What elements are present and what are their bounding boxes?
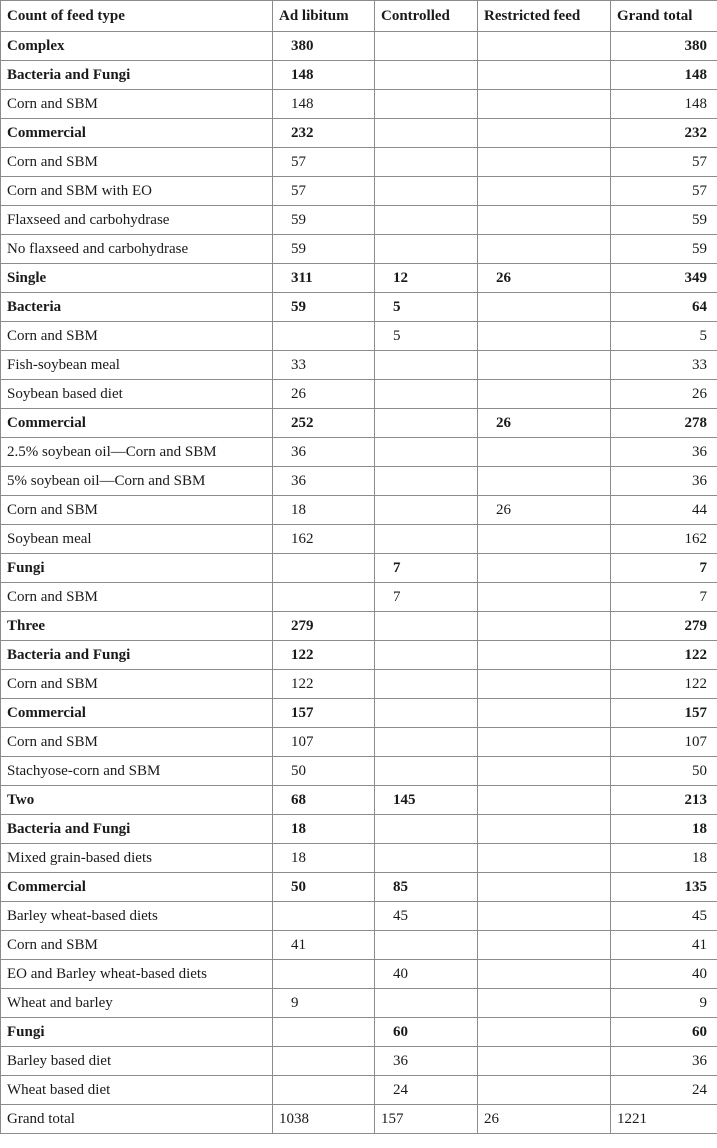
row-label: Bacteria and Fungi [1,61,273,90]
cell-controlled [375,351,478,380]
cell-grand-total: 122 [611,670,717,699]
row-label: Wheat based diet [1,1076,273,1105]
cell-grand-total: 135 [611,873,717,902]
cell-controlled [375,380,478,409]
table-row [1,844,717,873]
table-row [1,61,717,90]
table-row [1,119,717,148]
cell-grand-total: 232 [611,119,717,148]
cell-grand-total: 59 [611,206,717,235]
cell-grand-total: 7 [611,583,717,612]
cell-restricted-feed [478,467,611,496]
cell-grand-total: 60 [611,1018,717,1047]
cell-controlled: 145 [375,786,478,815]
row-label: Commercial [1,119,273,148]
cell-grand-total: 45 [611,902,717,931]
table-row [1,235,717,264]
table-row [1,728,717,757]
cell-ad-libitum: 18 [273,815,375,844]
cell-ad-libitum: 279 [273,612,375,641]
cell-grand-total: 7 [611,554,717,583]
cell-controlled [375,409,478,438]
cell-restricted-feed [478,148,611,177]
cell-controlled [375,815,478,844]
row-label: Mixed grain-based diets [1,844,273,873]
cell-grand-total: 64 [611,293,717,322]
cell-ad-libitum: 33 [273,351,375,380]
cell-grand-total: 41 [611,931,717,960]
table-body [1,32,717,1134]
table-row [1,612,717,641]
cell-restricted-feed: 26 [478,264,611,293]
cell-controlled [375,235,478,264]
cell-controlled [375,119,478,148]
cell-restricted-feed [478,1047,611,1076]
cell-ad-libitum: 311 [273,264,375,293]
cell-grand-total: 33 [611,351,717,380]
table-row [1,931,717,960]
cell-controlled [375,931,478,960]
cell-grand-total: 213 [611,786,717,815]
table-row [1,757,717,786]
cell-restricted-feed [478,873,611,902]
cell-ad-libitum: 59 [273,293,375,322]
cell-restricted-feed [478,438,611,467]
row-label: Corn and SBM [1,148,273,177]
table-row [1,873,717,902]
cell-ad-libitum: 50 [273,873,375,902]
cell-ad-libitum: 26 [273,380,375,409]
cell-controlled [375,989,478,1018]
cell-ad-libitum: 122 [273,641,375,670]
grand-total-restricted-feed: 26 [478,1105,611,1134]
cell-grand-total: 18 [611,844,717,873]
cell-restricted-feed [478,32,611,61]
cell-restricted-feed [478,786,611,815]
row-label: Fungi [1,554,273,583]
cell-controlled [375,728,478,757]
cell-restricted-feed [478,1018,611,1047]
cell-restricted-feed [478,670,611,699]
cell-controlled: 40 [375,960,478,989]
cell-ad-libitum [273,583,375,612]
cell-restricted-feed [478,61,611,90]
cell-grand-total: 278 [611,409,717,438]
cell-restricted-feed: 26 [478,409,611,438]
table-row [1,1076,717,1105]
cell-controlled: 7 [375,583,478,612]
cell-restricted-feed [478,293,611,322]
table-row [1,264,717,293]
cell-restricted-feed [478,351,611,380]
cell-grand-total: 148 [611,61,717,90]
cell-controlled: 5 [375,293,478,322]
cell-grand-total: 279 [611,612,717,641]
cell-ad-libitum [273,902,375,931]
table-row [1,786,717,815]
cell-grand-total: 40 [611,960,717,989]
cell-grand-total: 59 [611,235,717,264]
table-row [1,32,717,61]
row-label: Corn and SBM [1,322,273,351]
cell-controlled [375,32,478,61]
table-row [1,322,717,351]
cell-ad-libitum: 57 [273,177,375,206]
row-label: Soybean based diet [1,380,273,409]
cell-controlled [375,467,478,496]
table-row [1,380,717,409]
cell-ad-libitum: 50 [273,757,375,786]
header-ad-libitum: Ad libitum [273,1,375,32]
row-label: Corn and SBM [1,670,273,699]
grand-total-ad-libitum: 1038 [273,1105,375,1134]
cell-ad-libitum [273,1018,375,1047]
row-label: 5% soybean oil—Corn and SBM [1,467,273,496]
table-row [1,815,717,844]
cell-controlled [375,177,478,206]
table-row [1,177,717,206]
cell-restricted-feed [478,322,611,351]
cell-controlled [375,148,478,177]
cell-controlled: 36 [375,1047,478,1076]
header-controlled: Controlled [375,1,478,32]
table-row [1,467,717,496]
grand-total-overall: 1221 [611,1105,717,1134]
row-label: Fish-soybean meal [1,351,273,380]
table-row [1,641,717,670]
cell-restricted-feed [478,177,611,206]
cell-ad-libitum: 157 [273,699,375,728]
row-label: Bacteria and Fungi [1,815,273,844]
cell-grand-total: 157 [611,699,717,728]
row-label: Flaxseed and carbohydrase [1,206,273,235]
cell-grand-total: 162 [611,525,717,554]
cell-restricted-feed [478,815,611,844]
row-label: Corn and SBM [1,496,273,525]
cell-restricted-feed [478,90,611,119]
cell-grand-total: 9 [611,989,717,1018]
cell-ad-libitum: 59 [273,235,375,264]
grand-total-controlled: 157 [375,1105,478,1134]
cell-controlled [375,90,478,119]
row-label: Corn and SBM with EO [1,177,273,206]
table-row [1,409,717,438]
row-label: Corn and SBM [1,583,273,612]
cell-controlled: 60 [375,1018,478,1047]
cell-controlled: 5 [375,322,478,351]
cell-restricted-feed [478,699,611,728]
row-label: Commercial [1,873,273,902]
row-label: Corn and SBM [1,90,273,119]
cell-restricted-feed [478,641,611,670]
row-label: EO and Barley wheat-based diets [1,960,273,989]
table-row [1,496,717,525]
row-label: Commercial [1,699,273,728]
row-label: No flaxseed and carbohydrase [1,235,273,264]
cell-grand-total: 26 [611,380,717,409]
table-row [1,989,717,1018]
cell-grand-total: 148 [611,90,717,119]
cell-grand-total: 36 [611,438,717,467]
cell-ad-libitum: 57 [273,148,375,177]
row-label: Bacteria [1,293,273,322]
cell-grand-total: 107 [611,728,717,757]
row-label: Stachyose-corn and SBM [1,757,273,786]
cell-restricted-feed [478,235,611,264]
cell-grand-total: 36 [611,1047,717,1076]
cell-ad-libitum: 107 [273,728,375,757]
cell-restricted-feed [478,844,611,873]
cell-controlled [375,612,478,641]
cell-grand-total: 18 [611,815,717,844]
row-label: Corn and SBM [1,931,273,960]
cell-restricted-feed [478,902,611,931]
cell-controlled [375,699,478,728]
table-row [1,148,717,177]
cell-grand-total: 349 [611,264,717,293]
cell-grand-total: 122 [611,641,717,670]
table-row [1,699,717,728]
table-row [1,438,717,467]
cell-ad-libitum: 148 [273,90,375,119]
cell-controlled: 45 [375,902,478,931]
cell-controlled: 24 [375,1076,478,1105]
cell-ad-libitum: 232 [273,119,375,148]
cell-restricted-feed [478,989,611,1018]
cell-grand-total: 36 [611,467,717,496]
row-label: Two [1,786,273,815]
cell-ad-libitum: 252 [273,409,375,438]
row-label: Commercial [1,409,273,438]
row-label: Single [1,264,273,293]
table-row [1,583,717,612]
table-row [1,1018,717,1047]
cell-restricted-feed [478,1076,611,1105]
table-row [1,960,717,989]
cell-controlled [375,206,478,235]
cell-controlled [375,844,478,873]
row-label: Wheat and barley [1,989,273,1018]
row-label: Soybean meal [1,525,273,554]
cell-restricted-feed [478,757,611,786]
cell-ad-libitum [273,1047,375,1076]
cell-controlled [375,438,478,467]
cell-restricted-feed [478,583,611,612]
cell-restricted-feed [478,119,611,148]
cell-controlled: 85 [375,873,478,902]
cell-grand-total: 24 [611,1076,717,1105]
table-row [1,670,717,699]
row-label: Barley wheat-based diets [1,902,273,931]
cell-controlled [375,757,478,786]
cell-controlled [375,641,478,670]
row-label: Complex [1,32,273,61]
row-label: Barley based diet [1,1047,273,1076]
cell-grand-total: 44 [611,496,717,525]
cell-ad-libitum: 68 [273,786,375,815]
cell-grand-total: 57 [611,148,717,177]
cell-restricted-feed [478,931,611,960]
cell-restricted-feed [478,380,611,409]
cell-ad-libitum: 162 [273,525,375,554]
row-label: 2.5% soybean oil—Corn and SBM [1,438,273,467]
cell-ad-libitum: 59 [273,206,375,235]
cell-ad-libitum: 18 [273,844,375,873]
cell-ad-libitum: 18 [273,496,375,525]
table-row [1,90,717,119]
cell-ad-libitum: 122 [273,670,375,699]
cell-controlled: 12 [375,264,478,293]
cell-ad-libitum [273,554,375,583]
cell-ad-libitum [273,960,375,989]
cell-ad-libitum [273,1076,375,1105]
header-restricted-feed: Restricted feed [478,1,611,32]
cell-controlled [375,525,478,554]
cell-ad-libitum: 148 [273,61,375,90]
cell-restricted-feed: 26 [478,496,611,525]
cell-restricted-feed [478,525,611,554]
cell-grand-total: 380 [611,32,717,61]
cell-controlled [375,670,478,699]
grand-total-label: Grand total [1,1105,273,1134]
cell-grand-total: 5 [611,322,717,351]
cell-controlled: 7 [375,554,478,583]
table-row [1,293,717,322]
cell-ad-libitum: 380 [273,32,375,61]
header-row [1,1,717,32]
table-row [1,1047,717,1076]
cell-controlled [375,496,478,525]
cell-ad-libitum: 36 [273,467,375,496]
table-row [1,902,717,931]
table-row [1,351,717,380]
row-label: Corn and SBM [1,728,273,757]
table-row [1,525,717,554]
cell-restricted-feed [478,728,611,757]
grand-total-row [1,1105,717,1134]
row-label: Three [1,612,273,641]
cell-grand-total: 50 [611,757,717,786]
header-grand-total: Grand total [611,1,717,32]
row-label: Bacteria and Fungi [1,641,273,670]
cell-ad-libitum: 36 [273,438,375,467]
table-row [1,206,717,235]
cell-ad-libitum: 41 [273,931,375,960]
cell-grand-total: 57 [611,177,717,206]
cell-restricted-feed [478,612,611,641]
cell-ad-libitum [273,322,375,351]
header-feed-type: Count of feed type [1,1,273,32]
table-row [1,554,717,583]
cell-restricted-feed [478,554,611,583]
cell-restricted-feed [478,206,611,235]
cell-controlled [375,61,478,90]
cell-ad-libitum: 9 [273,989,375,1018]
cell-restricted-feed [478,960,611,989]
row-label: Fungi [1,1018,273,1047]
